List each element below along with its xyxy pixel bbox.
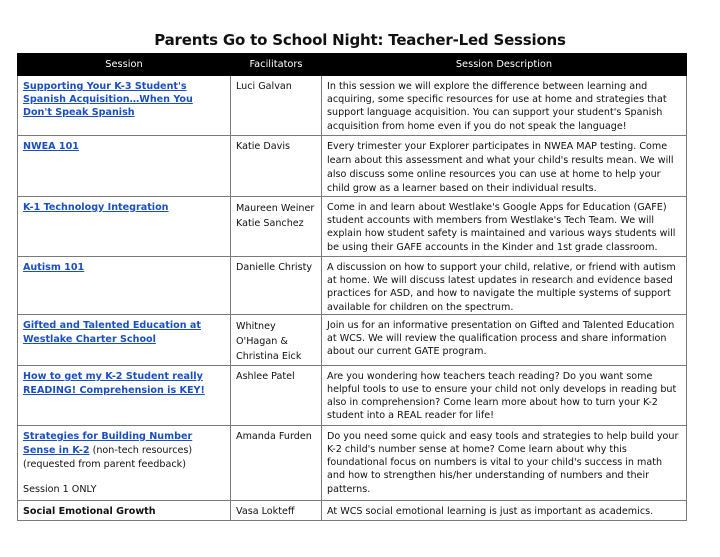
session-link[interactable]: How to get my K-2 Student really READING! Comprehension is KEY! bbox=[23, 370, 205, 396]
facilitators-cell: Vasa Lokteff bbox=[231, 500, 322, 520]
session-link[interactable]: Gifted and Talented Education at Westlake Charter School bbox=[23, 319, 201, 345]
session-cell bbox=[18, 76, 231, 136]
facilitators-text: Maureen Weiner Katie Sanchez bbox=[236, 203, 315, 229]
facilitators-cell: Luci Galvan bbox=[231, 76, 322, 136]
description-cell: Come in and learn about Westlake's Google Apps for Education (GAFE) student accounts with members from Westlake's Tech Team. We will explain how student safety is maintained and various ways students will be using their GAFE accounts in the Kinder and 1st grade classroom. bbox=[322, 197, 687, 257]
sessions-table bbox=[17, 53, 687, 521]
table-row bbox=[18, 136, 687, 197]
description-text: Every trimester your Explorer participates in NWEA MAP testing. Come learn about this assessment and what your child's results mean. We will also discuss some online resources you can use at home to help your child grow as a learner based on their individual results. bbox=[327, 141, 674, 194]
page-title: Parents Go to School Night: Teacher-Led Sessions bbox=[154, 31, 566, 49]
session-link[interactable]: K-1 Technology Integration bbox=[23, 202, 169, 213]
description-cell: At WCS social emotional learning is just as important as academics. bbox=[322, 500, 687, 520]
session-cell bbox=[18, 500, 231, 520]
column-header-facilitators: Facilitators bbox=[231, 54, 322, 76]
column-header-description: Session Description bbox=[322, 54, 687, 76]
session-link[interactable]: Supporting Your K-3 Student's Spanish Acquisition…When You Don't Speak Spanish bbox=[23, 81, 193, 119]
facilitators-text: Whitney O'Hagan & Christina Eick bbox=[236, 320, 302, 362]
facilitators-cell bbox=[231, 314, 322, 365]
session-cell bbox=[18, 425, 231, 500]
session-cell bbox=[18, 314, 231, 365]
description-cell: A discussion on how to support your child, relative, or friend with autism at home. We will discuss latest updates in research and evidence based practices for ASD, and how to navigate the multiple systems of support available for children on the spectrum. bbox=[322, 257, 687, 315]
table-row bbox=[18, 365, 687, 425]
spacer bbox=[23, 471, 225, 483]
session-note: (non-tech resources) bbox=[92, 444, 193, 456]
facilitators-cell: Katie Davis bbox=[231, 136, 322, 197]
facilitators-cell: Danielle Christy bbox=[231, 257, 322, 315]
session-link[interactable]: Strategies for Building Number Sense in K-2 bbox=[23, 430, 193, 456]
description-cell bbox=[322, 136, 687, 197]
description-cell: Join us for an informative presentation on Gifted and Talented Education at WCS. We will review the qualification process and share information about our current GATE program. bbox=[322, 314, 687, 365]
session-note: (requested from parent feedback) bbox=[23, 458, 186, 470]
table-row bbox=[18, 257, 687, 315]
table-row bbox=[18, 314, 687, 365]
table-row bbox=[18, 76, 687, 136]
table-header-row bbox=[18, 54, 687, 76]
facilitators-cell: Amanda Furden bbox=[231, 425, 322, 500]
session-cell bbox=[18, 136, 231, 197]
session-link[interactable]: Autism 101 bbox=[23, 262, 85, 273]
session-link[interactable]: NWEA 101 bbox=[23, 141, 79, 152]
description-cell: In this session we will explore the difference between learning and acquiring, some specific resources for use at home and strategies that support language acquisition. You can support your student's Spanish acquisition from home even if you do not speak the language! bbox=[322, 76, 687, 136]
facilitators-cell: Ashlee Patel bbox=[231, 365, 322, 425]
table-row bbox=[18, 197, 687, 257]
session-cell bbox=[18, 197, 231, 257]
facilitators-cell bbox=[231, 197, 322, 257]
description-cell: Do you need some quick and easy tools and strategies to help build your K-2 child's number sense at home? Come learn about why this foundational focus on numbers is vital to your child's success in math and how to strengthen his/her understanding of numbers and their patterns. bbox=[322, 425, 687, 500]
description-cell: Are you wondering how teachers teach reading? Do you want some helpful tools to use to ensure your child not only develops in reading but also in comprehension? Come learn more about how to turn your K-2 student into a REAL reader for life! bbox=[322, 365, 687, 425]
session-cell bbox=[18, 365, 231, 425]
session-title: Social Emotional Growth bbox=[23, 505, 156, 517]
session-note: Session 1 ONLY bbox=[23, 484, 97, 496]
session-cell bbox=[18, 257, 231, 315]
table-row bbox=[18, 500, 687, 520]
table-row bbox=[18, 425, 687, 500]
column-header-session: Session bbox=[18, 54, 231, 76]
